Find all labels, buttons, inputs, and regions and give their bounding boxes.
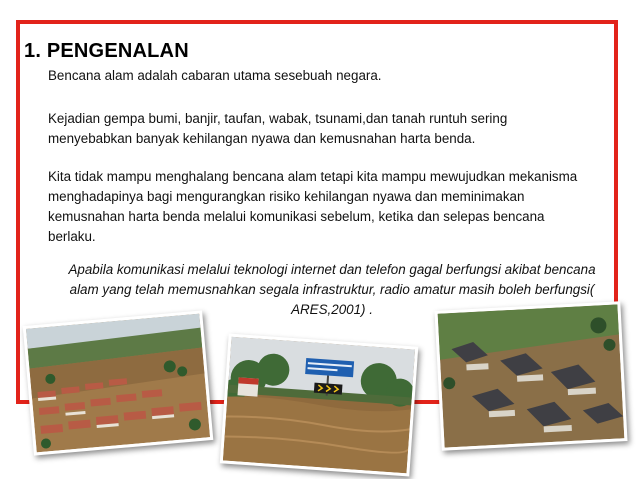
flooded-road-sign-photo <box>220 334 419 477</box>
slide-title: 1. PENGENALAN <box>24 40 189 62</box>
paragraph-disasters: Kejadian gempa bumi, banjir, taufan, wabak, tsunami,dan tanah runtuh sering menyebabkan banyak kehilangan nyawa dan kemusnahan harta benda. <box>48 111 508 146</box>
paragraph-mechanism: Kita tidak mampu menghalang bencana alam tetapi kita mampu mewujudkan mekanisma menghadapinya bagi mengurangkan risiko kehilangan nyawa dan meminimakan kemusnahan harta benda melalui komunikasi sebelum, ketika dan selepas bencana berlaku. <box>48 169 578 244</box>
flooded-houses-photo <box>434 301 627 451</box>
quote-ares: Apabila komunikasi melalui teknologi internet dan telefon gagal berfungsi akibat bencana alam yang telah memusnahkan segala infrastruktur, radio amatur masih boleh berfungsi( ARES,2001) . <box>68 262 596 317</box>
paragraph-intro: Bencana alam adalah cabaran utama sesebuah negara. <box>48 68 382 83</box>
aerial-flooded-town-photo <box>23 310 214 455</box>
